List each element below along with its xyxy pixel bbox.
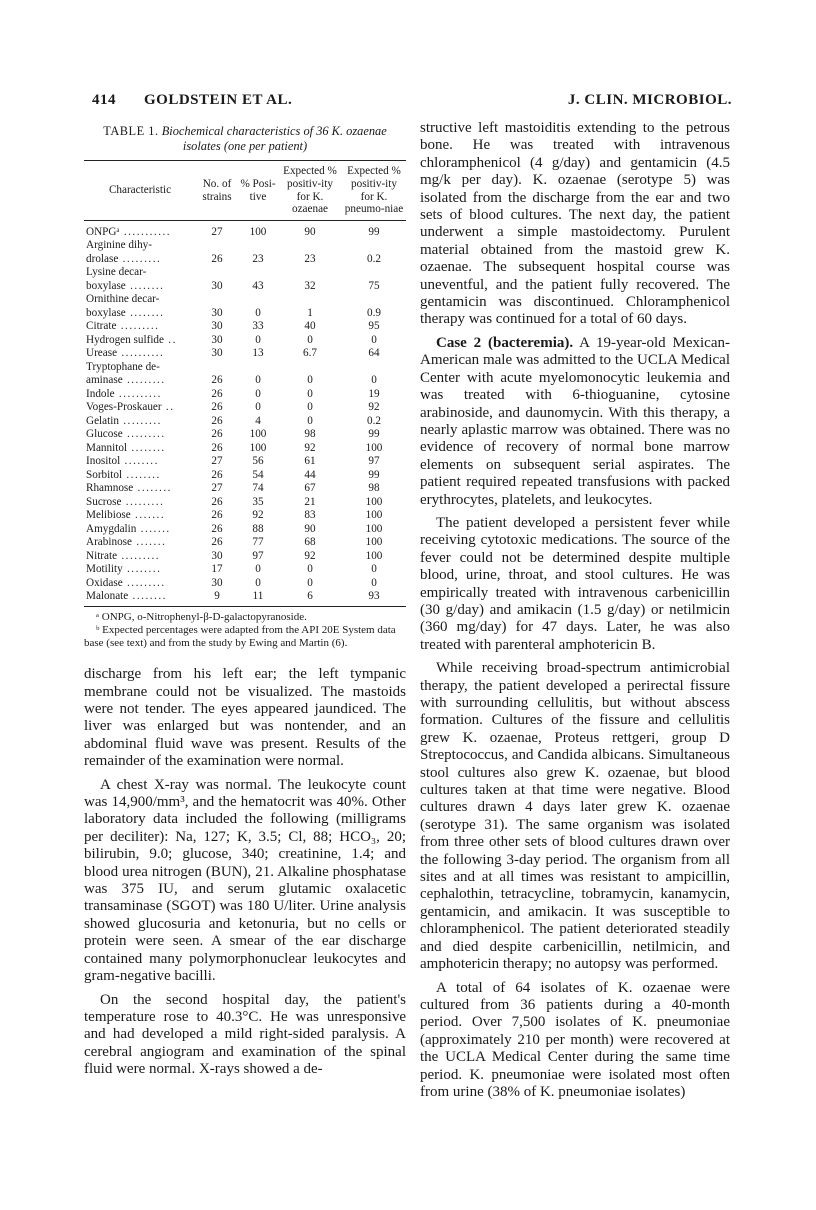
row-value: 26: [211, 509, 223, 522]
row-value: 99: [368, 428, 380, 441]
row-value: 30: [211, 549, 223, 562]
row-characteristic: Amygdalin .......: [86, 522, 171, 535]
row-characteristic: drolase .........: [86, 252, 162, 265]
table-row: [84, 563, 406, 577]
case-2-heading: Case 2 (bacteremia).: [436, 334, 574, 351]
row-value: 9: [196, 590, 238, 607]
table-row: [84, 536, 406, 550]
row-value: 19: [368, 387, 380, 400]
table-row: [84, 320, 406, 334]
leader-dots: .........: [118, 414, 162, 427]
col-header-expected-ozaenae: Expected % positiv-ity for K. ozaenae: [278, 161, 342, 221]
table-row: [84, 509, 406, 523]
row-value: [238, 293, 278, 307]
row-value: 0: [307, 414, 313, 427]
table-row: [84, 252, 406, 266]
row-value: 0: [371, 563, 377, 576]
row-value: 98: [304, 428, 316, 441]
row-value: [278, 266, 342, 280]
left-paragraph-1: discharge from his left ear; the left tympanic membrane could not be visualized. The mastoids were not tender. The eyes appeared jaundiced. The liver was enlarged but was nontender, and an abdominal fluid wave was present. Results of the remainder of the examination were normal.: [84, 666, 406, 770]
right-paragraph-1: structive left mastoiditis extending to the petrous bone. He was treated with intravenous chloramphenicol (4 g/day) and gentamicin (4.5 mg/k per day). K. ozaenae (serotype 5) was isolated from the discharge from the ear and two sets of blood cultures. The next day, the patient underwent a simple mastoidectomy. Purulent material obtained from the mastoid grew K. ozaenae. The subsequent hospital course was uneventful, and the patient fully recovered. The gentamicin was discontinued. Chloramphenicol therapy was continued for a total of 60 days.: [420, 120, 730, 328]
row-characteristic: Voges-Proskauer ..: [86, 401, 175, 414]
row-value: 0: [255, 387, 261, 400]
row-characteristic: Sucrose .........: [86, 495, 165, 508]
row-value: 26: [211, 522, 223, 535]
row-value: 6.7: [303, 347, 317, 360]
row-value: 26: [211, 441, 223, 454]
row-value: 92: [368, 401, 380, 414]
row-value: 100: [365, 441, 383, 454]
row-characteristic: aminase .........: [86, 374, 166, 387]
row-value: 0: [307, 563, 313, 576]
row-value: [196, 360, 238, 374]
row-value: 0: [307, 387, 313, 400]
table-row: [84, 347, 406, 361]
col-header-characteristic: Characteristic: [84, 161, 196, 221]
row-characteristic: Glucose .........: [86, 428, 166, 441]
right-paragraph-5: A total of 64 isolates of K. ozaenae were cultured from 36 patients during a 40-month period. Over 7,500 isolates of K. pneumoniae (approximately 210 per month) were recovered at the UCLA Medical Center during the same time period. K. pneumoniae were isolated most often from urine (38% of K. pneumoniae isolates): [420, 979, 730, 1100]
row-characteristic: Urease ..........: [86, 347, 165, 360]
row-value: 17: [211, 563, 223, 576]
row-value: 93: [342, 590, 406, 607]
row-characteristic: Inositol ........: [86, 455, 159, 468]
leader-dots: .........: [117, 549, 161, 562]
table-row: [84, 576, 406, 590]
left-paragraph-2: A chest X-ray was normal. The leukocyte count was 14,900/mm³, and the hematocrit was 40%. Other laboratory data included the following (milligrams per deciliter): Na, 127; K, 3.5; Cl, 88; HCO₃, 20; bilirubin, 9.0; glucose, 340; creatinine, 1.4; and blood urea nitrogen (BUN), 21. Alkaline phosphatase was 375 IU, and serum glutamic oxalacetic transaminase (SGOT) was 180 U/liter. Urine analysis showed glucosuria and ketonuria, but no cells or protein were seen. A smear of the ear discharge contained many polymorphonuclear leukocytes and gram-negative bacilli.: [84, 776, 406, 985]
row-value: 13: [252, 347, 264, 360]
row-value: 30: [211, 576, 223, 589]
row-value: 30: [211, 347, 223, 360]
table-row: [84, 428, 406, 442]
row-value: 99: [368, 468, 380, 481]
row-value: 99: [368, 225, 380, 238]
leader-dots: ........: [128, 590, 167, 603]
row-characteristic: Sorbitol ........: [86, 468, 161, 481]
row-value: 43: [252, 279, 264, 292]
row-value: [342, 360, 406, 374]
row-value: 30: [211, 279, 223, 292]
row-value: 0.2: [367, 252, 381, 265]
row-characteristic: boxylase ........: [86, 279, 165, 292]
row-value: 100: [365, 495, 383, 508]
table-row: [84, 482, 406, 496]
row-characteristic: Indole ..........: [86, 387, 162, 400]
row-value: 30: [211, 333, 223, 346]
leader-dots: .......: [130, 509, 166, 522]
row-value: 0: [307, 374, 313, 387]
table-row: [84, 522, 406, 536]
row-value: 100: [365, 549, 383, 562]
row-value: 61: [304, 455, 316, 468]
running-header: [92, 92, 732, 112]
running-authors: GOLDSTEIN ET AL.: [144, 92, 293, 108]
row-value: 0.9: [367, 306, 381, 319]
row-value: 100: [365, 522, 383, 535]
table-row: [84, 401, 406, 415]
left-paragraph-3: On the second hospital day, the patient's temperature rose to 40.3°C. He was unresponsive and had developed a mild right-sided paralysis. A cerebral angiogram and examination of the spinal fluid were normal. X-rays showed a de-: [84, 991, 406, 1078]
row-value: 35: [252, 495, 264, 508]
case-2-text: A 19-year-old Mexican-American male was admitted to the UCLA Medical Center with acute myelomonocytic leukemia and was treated with 6-thioguanine, cytosine arabinoside, and daunomycin. With this therapy, a nearly aplastic marrow was obtained. There was no evidence of recovery of normal bone marrow elements on subsequent serial aspirates. The patient required repeated transfusions with packed erythrocytes, platelets, and leukocytes.: [420, 334, 730, 508]
table-row: [84, 455, 406, 469]
row-value: 6: [278, 590, 342, 607]
row-value: 26: [211, 414, 223, 427]
table-row: [84, 441, 406, 455]
row-value: 27: [211, 455, 223, 468]
row-value: 21: [304, 495, 316, 508]
leader-dots: ..: [164, 333, 177, 346]
row-characteristic: Nitrate .........: [86, 549, 161, 562]
leader-dots: .......: [131, 536, 167, 549]
row-value: [196, 266, 238, 280]
table-row: [84, 374, 406, 388]
row-characteristic: Hydrogen sulfide ..: [86, 333, 177, 346]
right-paragraph-3: The patient developed a persistent fever while receiving cytotoxic medications. The source of the fever could not be determined despite multiple blood, urine, throat, and stool cultures. He was empirically treated with intravenous carbenicillin (30 g/day) and amikacin (1.5 g/day) or netilmicin (360 mg/day) for 47 days. Later, he was also treated with parenteral amphotericin B.: [420, 514, 730, 653]
footnote-b: ᵇ Expected percentages were adapted from the API 20E System data base (see text) and from the study by Ewing and Martin (6).: [84, 624, 396, 650]
row-value: 26: [211, 428, 223, 441]
row-characteristic: Oxidase .........: [86, 576, 166, 589]
row-value: 92: [304, 441, 316, 454]
table-row: [84, 239, 406, 253]
table-title: Biochemical characteristics of 36 K. ozaenae isolates (one per patient): [161, 124, 387, 153]
row-characteristic: Malonate ........: [84, 590, 196, 607]
row-value: 90: [304, 522, 316, 535]
row-value: 100: [249, 441, 267, 454]
row-value: 54: [252, 468, 264, 481]
table-footnotes: [84, 611, 406, 650]
row-characteristic: Ornithine decar-: [86, 293, 160, 306]
left-column: [84, 120, 406, 1079]
row-value: 23: [304, 252, 316, 265]
row-value: [342, 293, 406, 307]
row-value: 32: [304, 279, 316, 292]
row-value: 26: [211, 468, 223, 481]
row-characteristic: Gelatin .........: [86, 414, 162, 427]
leader-dots: ..........: [114, 387, 162, 400]
row-value: [278, 360, 342, 374]
leader-dots: .........: [122, 576, 166, 589]
col-header-expected-pneumoniae: Expected % positiv-ity for K. pneumo-niae: [342, 161, 406, 221]
row-value: 75: [368, 279, 380, 292]
row-value: 26: [211, 252, 223, 265]
table-row: [84, 468, 406, 482]
table-row: [84, 221, 406, 239]
row-characteristic: Rhamnose ........: [86, 482, 172, 495]
row-value: [342, 266, 406, 280]
right-paragraph-4: While receiving broad-spectrum antimicrobial therapy, the patient developed a perirectal fissure with surrounding cellulitis, but without abscess formation. Cultures of the fissure and cellulitis grew K. ozaenae, Proteus rettgeri, group D Streptococcus, and Candida albicans. Simultaneous stool cultures also grew K. ozaenae, but blood cultures taken at that time were negative. Blood cultures drawn 4 days later grew K. ozaenae (serotype 31). The same organism was isolated from three other sets of blood cultures drawn over the following 3-day period. The organism from all sites and at all times was resistant to ampicillin, cephalothin, tetracycline, tobramycin, kanamycin, gentamicin, and amikacin. It was susceptible to chloramphenicol. The patient deteriorated steadily and died despite carbenicillin, netilmicin, and amphotericin therapy; no autopsy was performed.: [420, 660, 730, 973]
row-value: 92: [252, 509, 264, 522]
row-value: 27: [211, 225, 223, 238]
col-header-strains: No. of strains: [196, 161, 238, 221]
table-row: [84, 306, 406, 320]
row-value: 0: [255, 333, 261, 346]
table-caption: [90, 124, 400, 154]
row-value: 90: [304, 225, 316, 238]
row-value: 44: [304, 468, 316, 481]
row-value: 0: [371, 374, 377, 387]
table-row: [84, 387, 406, 401]
leader-dots: ..: [161, 401, 175, 414]
row-value: [342, 239, 406, 253]
row-characteristic: Lysine decar-: [86, 266, 147, 279]
leader-dots: .........: [118, 252, 162, 265]
col-header-positive: % Posi-tive: [238, 161, 278, 221]
table-row: [84, 590, 406, 607]
row-value: 0: [307, 576, 313, 589]
table-row: [84, 293, 406, 307]
table-row: [84, 266, 406, 280]
row-value: 100: [365, 536, 383, 549]
row-characteristic: ONPGᵃ ...........: [86, 225, 172, 238]
row-characteristic: Citrate .........: [86, 320, 160, 333]
row-value: 100: [249, 225, 267, 238]
case-2-paragraph: [420, 335, 730, 509]
row-value: [196, 239, 238, 253]
row-value: 23: [252, 252, 264, 265]
row-value: 30: [211, 306, 223, 319]
row-value: 33: [252, 320, 264, 333]
row-value: 26: [211, 401, 223, 414]
row-value: 26: [211, 536, 223, 549]
leader-dots: ........: [127, 441, 166, 454]
row-value: 77: [252, 536, 264, 549]
row-value: 56: [252, 455, 264, 468]
row-value: 83: [304, 509, 316, 522]
row-characteristic: Mannitol ........: [86, 441, 166, 454]
row-value: 0: [255, 576, 261, 589]
leader-dots: .........: [116, 320, 160, 333]
leader-dots: ..........: [117, 347, 165, 360]
row-value: 68: [304, 536, 316, 549]
table-row: [84, 333, 406, 347]
row-value: 97: [252, 549, 264, 562]
row-value: 1: [307, 306, 313, 319]
row-value: [278, 293, 342, 307]
row-value: 40: [304, 320, 316, 333]
row-value: 0: [255, 563, 261, 576]
row-value: 88: [252, 522, 264, 535]
leader-dots: .........: [121, 495, 165, 508]
row-characteristic: Melibiose .......: [86, 509, 166, 522]
row-value: 92: [304, 549, 316, 562]
table-row: [84, 360, 406, 374]
row-characteristic: Arginine dihy-: [86, 239, 152, 252]
table-label: TABLE 1.: [103, 124, 159, 138]
leader-dots: .........: [122, 428, 166, 441]
row-value: 26: [211, 495, 223, 508]
row-value: 64: [368, 347, 380, 360]
leader-dots: ........: [125, 279, 165, 292]
row-value: [238, 266, 278, 280]
row-value: 0: [307, 401, 313, 414]
row-value: 95: [368, 320, 380, 333]
row-characteristic: Tryptophane de-: [86, 360, 160, 373]
row-characteristic: boxylase ........: [86, 306, 165, 319]
leader-dots: ........: [122, 468, 161, 481]
leader-dots: ...........: [119, 225, 172, 238]
row-value: 0: [371, 333, 377, 346]
row-characteristic: Arabinose .......: [86, 536, 167, 549]
row-value: [196, 293, 238, 307]
biochemical-table: [84, 160, 406, 607]
leader-dots: ........: [125, 306, 165, 319]
row-value: 0: [255, 401, 261, 414]
leader-dots: ........: [133, 482, 172, 495]
leader-dots: .......: [136, 522, 171, 535]
row-value: [238, 360, 278, 374]
row-value: 27: [211, 482, 223, 495]
row-characteristic: Motility ........: [86, 563, 162, 576]
row-value: 30: [211, 320, 223, 333]
row-value: 11: [238, 590, 278, 607]
row-value: 67: [304, 482, 316, 495]
table-header-row: [84, 161, 406, 221]
row-value: 0: [255, 306, 261, 319]
row-value: 0: [307, 333, 313, 346]
row-value: 74: [252, 482, 264, 495]
row-value: 0: [371, 576, 377, 589]
footnote-a: ᵃ ONPG, o-Nitrophenyl-β-D-galactopyranoside.: [96, 611, 307, 624]
row-value: 100: [249, 428, 267, 441]
table-row: [84, 279, 406, 293]
leader-dots: ........: [120, 455, 159, 468]
row-value: [238, 239, 278, 253]
row-value: 0.2: [367, 414, 381, 427]
row-value: 4: [255, 414, 261, 427]
row-value: 0: [255, 374, 261, 387]
leader-dots: ........: [122, 563, 162, 576]
page-number: 414: [92, 92, 116, 108]
leader-dots: .........: [122, 374, 166, 387]
table-row: [84, 549, 406, 563]
row-value: 26: [211, 374, 223, 387]
right-column: [420, 120, 730, 1101]
row-value: 100: [365, 509, 383, 522]
row-value: 98: [368, 482, 380, 495]
row-value: 26: [211, 387, 223, 400]
table-row: [84, 414, 406, 428]
row-value: [278, 239, 342, 253]
table-row: [84, 495, 406, 509]
journal-name: J. CLIN. MICROBIOL.: [567, 92, 732, 108]
row-value: 97: [368, 455, 380, 468]
